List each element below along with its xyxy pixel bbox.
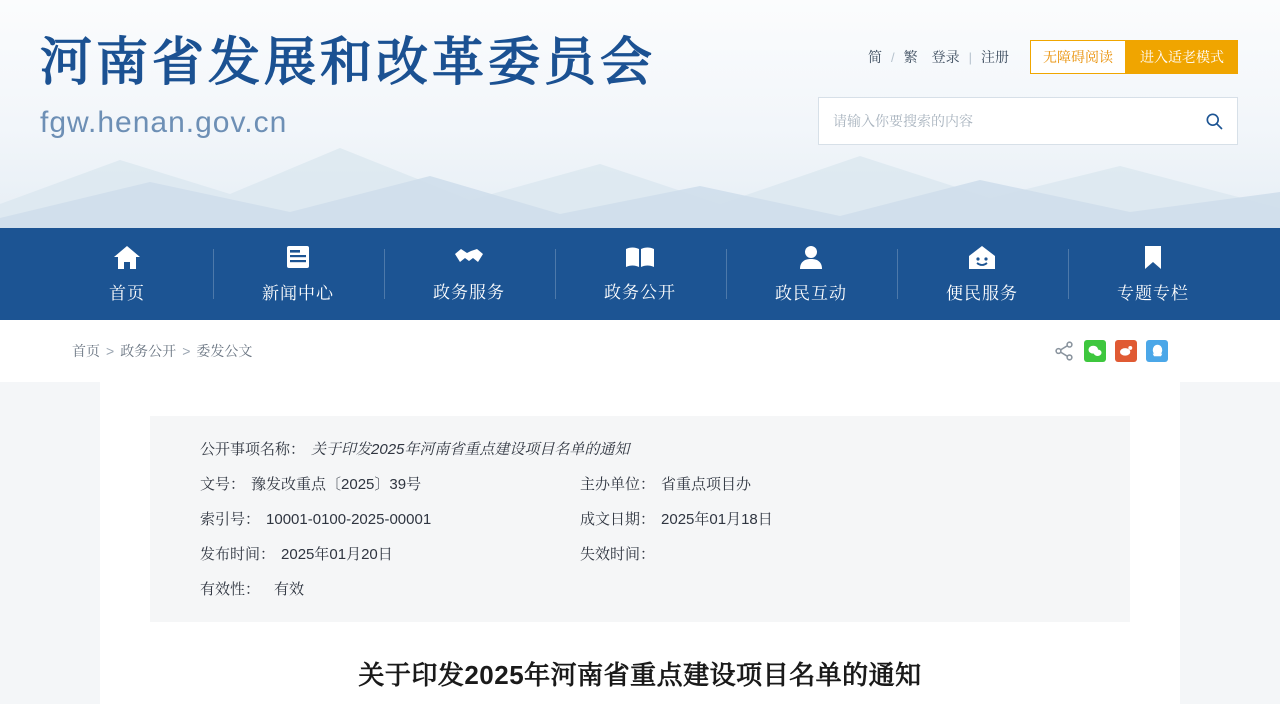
meta-row-index <box>200 508 1080 532</box>
breadcrumb-item-official-documents[interactable]: 委发公文 <box>196 343 253 359</box>
register-link[interactable]: 注册 <box>981 49 1009 65</box>
nav-label-news: 新闻中心 <box>262 283 334 303</box>
meta-cell-publish-time <box>200 543 580 567</box>
nav-label-services: 政务服务 <box>433 283 505 302</box>
meta-value-index: 10001-0100-2025-00001 <box>266 511 432 528</box>
nav-item-interaction[interactable] <box>726 245 897 303</box>
nav-item-services[interactable] <box>384 245 555 303</box>
weibo-icon[interactable] <box>1115 340 1137 362</box>
main-navigation <box>0 228 1280 320</box>
nav-item-home[interactable] <box>42 245 213 303</box>
meta-label-publish-time: 发布时间： <box>200 546 276 563</box>
meta-label-docnumber: 文号： <box>200 476 246 493</box>
meta-value-issued-date: 2025年01月18日 <box>661 511 773 528</box>
search-button[interactable] <box>1191 98 1237 144</box>
meta-cell-expiry-time <box>580 543 661 567</box>
meta-cell-organizer <box>580 473 751 497</box>
bookmark-icon <box>1142 245 1164 270</box>
share-nodes-icon[interactable] <box>1053 340 1075 362</box>
document-card <box>100 382 1180 704</box>
elder-mode-button[interactable]: 进入适老模式 <box>1126 40 1238 74</box>
breadcrumb-bar <box>0 320 1280 382</box>
site-logo[interactable] <box>40 34 656 140</box>
search-icon <box>1204 111 1224 131</box>
nav-label-disclosure: 政务公开 <box>604 283 676 302</box>
meta-cell-validity <box>200 578 304 602</box>
lang-traditional-link[interactable]: 繁 <box>903 49 918 65</box>
meta-value-organizer: 省重点项目办 <box>661 476 752 493</box>
user-icon <box>799 245 823 270</box>
nav-item-convenience[interactable] <box>897 245 1068 303</box>
handshake-icon <box>454 245 484 269</box>
news-icon <box>285 245 311 270</box>
meta-label-expiry-time: 失效时间： <box>580 546 656 563</box>
util-divider: | <box>968 49 972 65</box>
meta-label-index: 索引号： <box>200 511 261 528</box>
meta-label-validity: 有效性： <box>200 581 261 598</box>
meta-value-expiry-time <box>655 543 661 567</box>
meta-row-docnumber <box>200 473 1080 497</box>
meta-cell-index <box>200 508 580 532</box>
nav-label-home: 首页 <box>109 283 145 303</box>
accessible-reading-button[interactable]: 无障碍阅读 <box>1030 40 1126 74</box>
nav-label-special-topics: 专题专栏 <box>1117 283 1189 303</box>
meta-row-validity <box>200 578 1080 602</box>
house-smile-icon <box>968 245 996 270</box>
nav-item-special-topics[interactable] <box>1068 245 1239 303</box>
meta-row-publish-time <box>200 543 1080 567</box>
site-header <box>0 0 1280 228</box>
meta-value-validity: 有效 <box>274 581 305 598</box>
login-link[interactable]: 登录 <box>931 49 960 65</box>
breadcrumb-item-disclosure[interactable]: 政务公开 <box>120 343 177 359</box>
content-area <box>0 382 1280 704</box>
lang-simplified-link[interactable]: 简 <box>867 49 882 65</box>
breadcrumb-separator-1: > <box>106 343 115 359</box>
meta-value-subject: 关于印发2025年河南省重点建设项目名单的通知 <box>311 441 630 458</box>
breadcrumb <box>72 341 252 361</box>
nav-item-news[interactable] <box>213 245 384 303</box>
meta-label-subject: 公开事项名称： <box>200 441 306 458</box>
wechat-icon[interactable] <box>1084 340 1106 362</box>
breadcrumb-item-home[interactable]: 首页 <box>72 343 100 359</box>
document-meta-box <box>150 416 1130 622</box>
qq-icon[interactable] <box>1146 340 1168 362</box>
meta-row-subject <box>200 438 1080 462</box>
meta-label-organizer: 主办单位： <box>580 476 656 493</box>
search-input[interactable] <box>819 99 1191 143</box>
nav-item-disclosure[interactable] <box>555 245 726 303</box>
meta-cell-docnumber <box>200 473 580 497</box>
lang-slash: / <box>890 49 895 65</box>
search-box[interactable] <box>818 97 1238 145</box>
home-icon <box>113 245 141 270</box>
meta-value-publish-time: 2025年01月20日 <box>281 546 393 563</box>
share-bar <box>1053 340 1168 362</box>
book-icon <box>625 245 655 269</box>
meta-cell-subject <box>200 438 629 462</box>
meta-label-issued-date: 成文日期： <box>580 511 656 528</box>
document-title: 关于印发2025年河南省重点建设项目名单的通知 <box>358 660 922 690</box>
site-url: fgw.henan.gov.cn <box>40 105 288 139</box>
breadcrumb-separator-2: > <box>182 343 191 359</box>
meta-cell-issued-date <box>580 508 773 532</box>
site-title: 河南省发展和改革委员会 <box>40 33 657 93</box>
meta-value-docnumber: 豫发改重点〔2025〕39号 <box>251 476 422 493</box>
nav-label-convenience: 便民服务 <box>946 283 1018 303</box>
utility-links <box>861 40 1238 74</box>
nav-label-interaction: 政民互动 <box>775 283 847 303</box>
